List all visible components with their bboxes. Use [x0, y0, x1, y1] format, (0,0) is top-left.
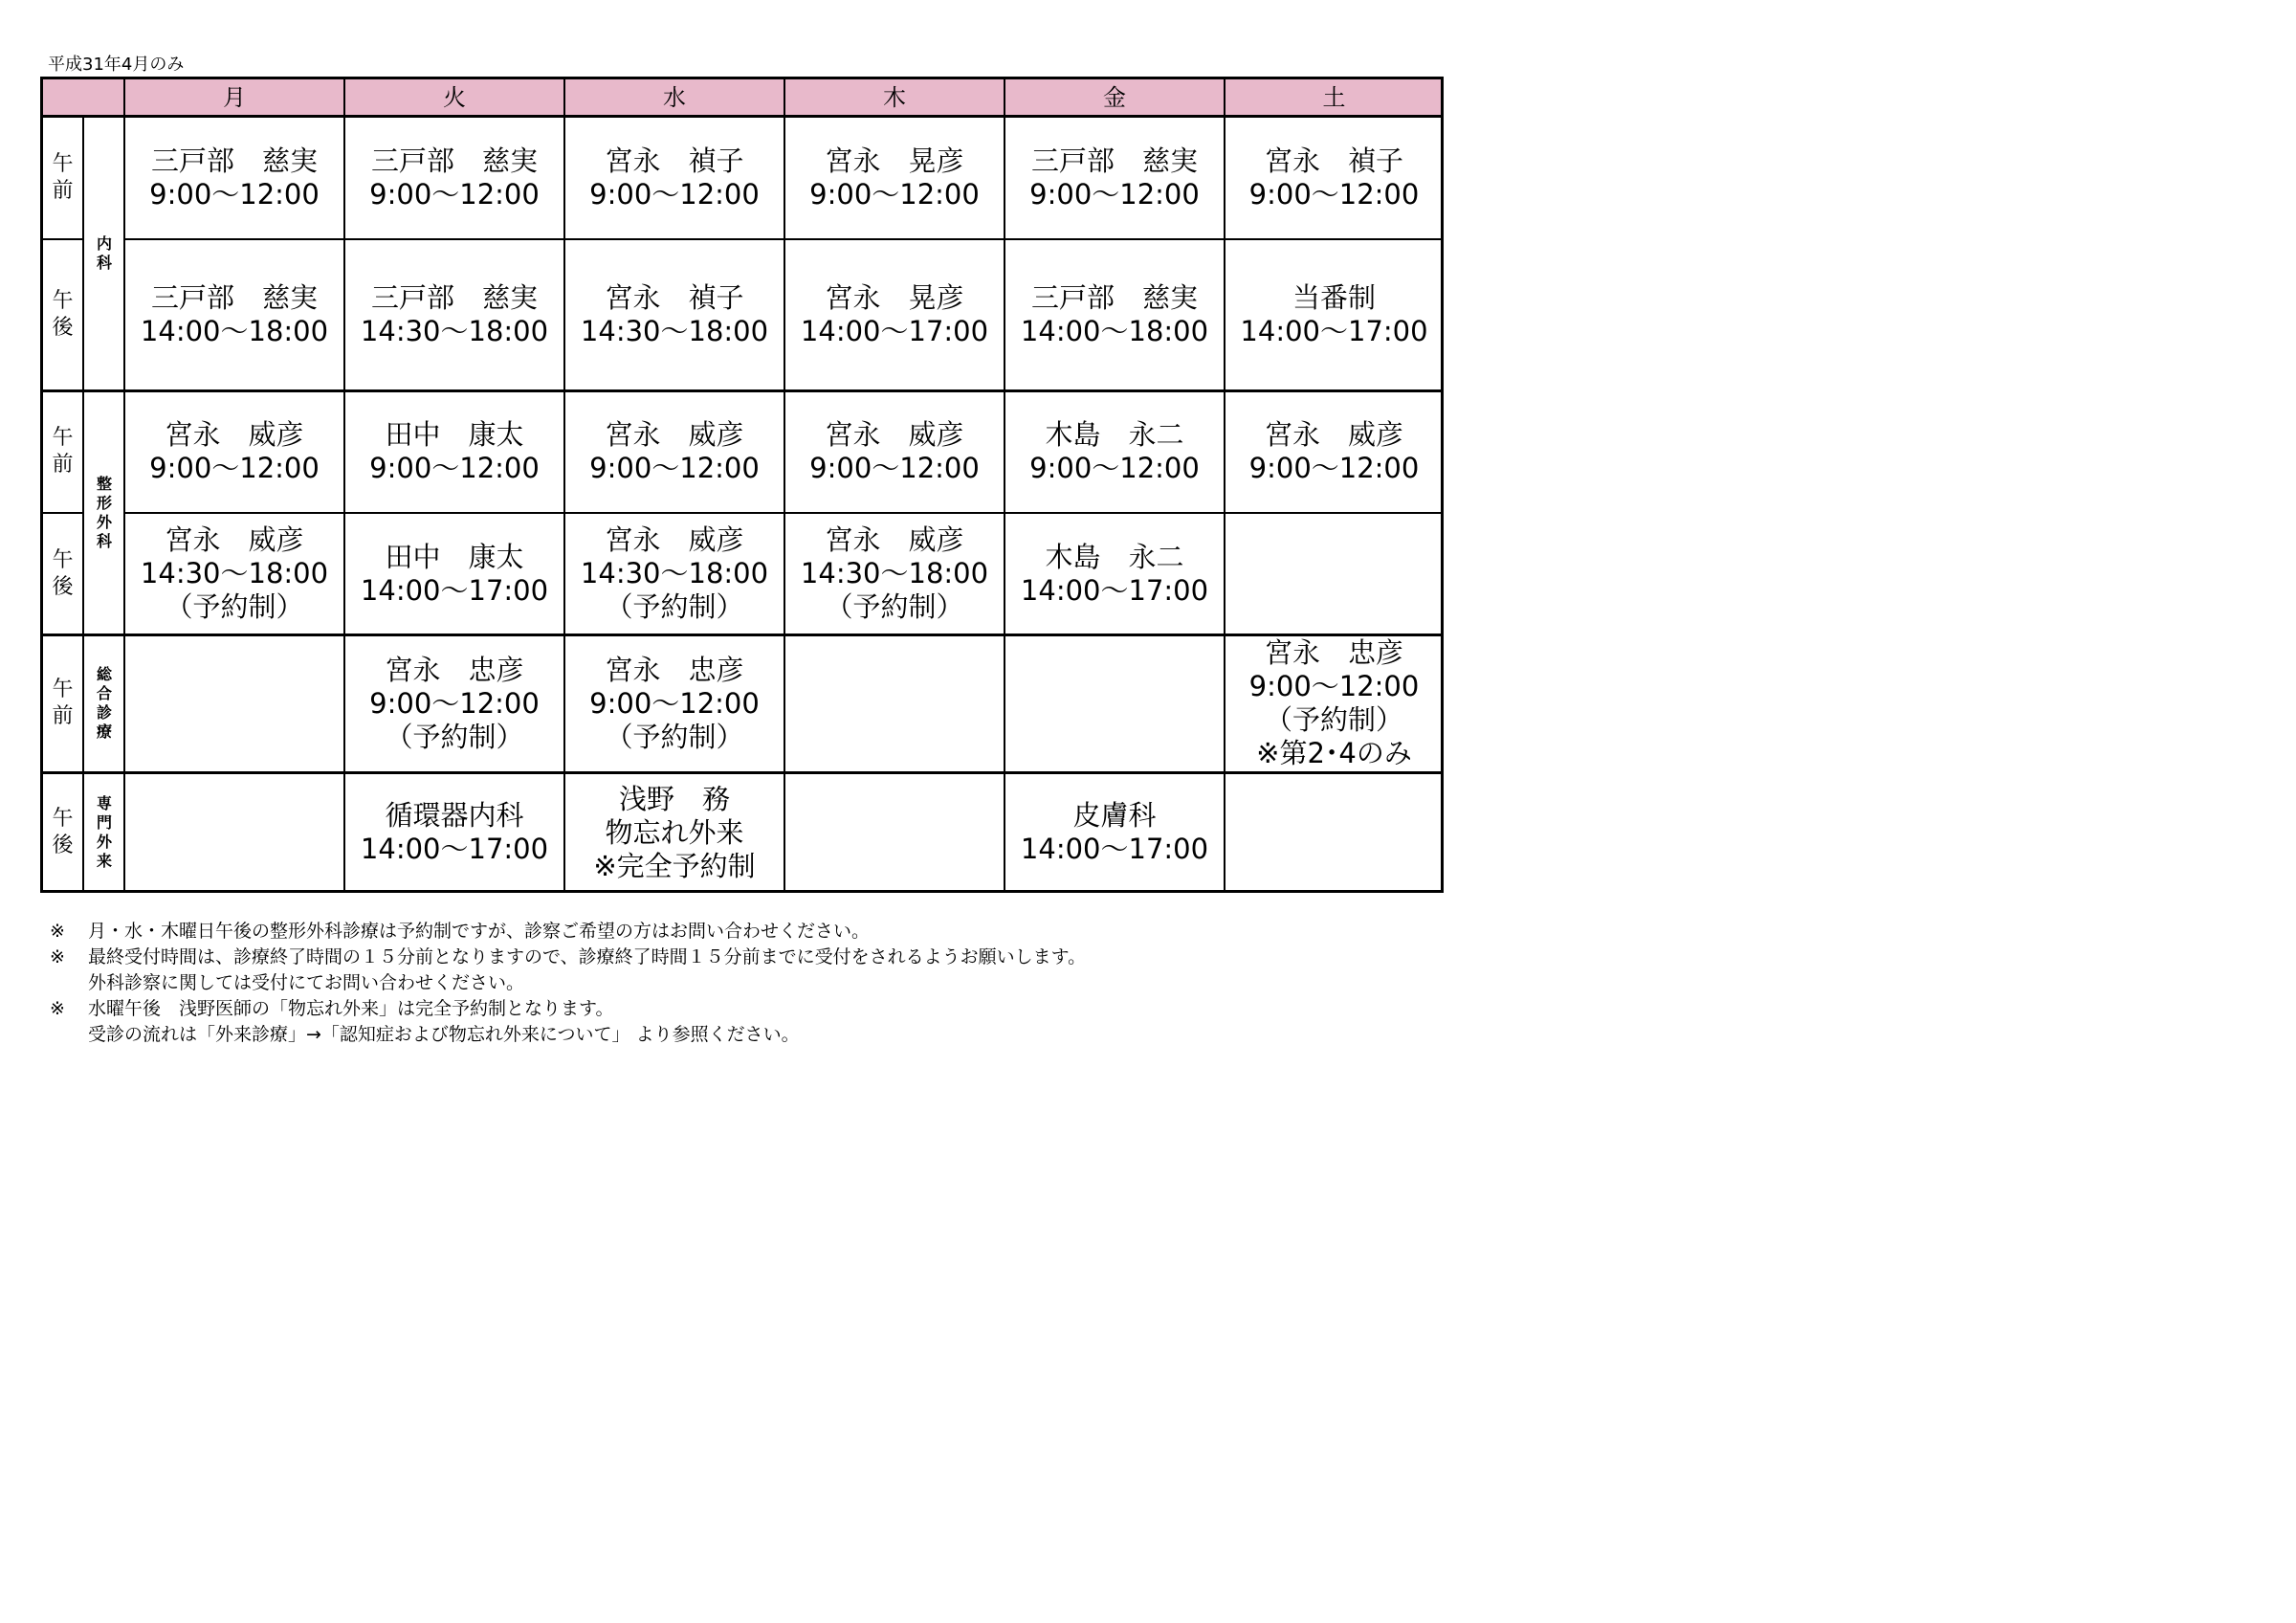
- period-label: [43, 513, 82, 634]
- period-label: [43, 239, 82, 390]
- schedule-detail: 14:00～17:00: [360, 833, 549, 865]
- schedule-cell: [565, 239, 784, 390]
- schedule-detail: 9:00～12:00: [589, 452, 760, 484]
- note-text: 水曜午後 浅野医師の「物忘れ外来」は完全予約制となります。: [88, 998, 614, 1019]
- schedule-detail: 物忘れ外来: [605, 815, 744, 849]
- schedule-cell: [565, 390, 784, 513]
- schedule-cell: [1005, 513, 1224, 634]
- schedule-detail: 14:30～18:00: [800, 557, 989, 589]
- department-label-char: 形: [96, 493, 112, 512]
- schedule-cell: [345, 634, 563, 772]
- doctor-or-clinic: 三戸部 慈実: [1030, 281, 1198, 314]
- doctor-or-clinic: 宮永 禎子: [605, 281, 744, 314]
- department-label-char: 来: [96, 852, 112, 870]
- schedule-detail: 9:00～12:00: [1248, 452, 1420, 484]
- period-label-char: 午: [52, 289, 74, 313]
- doctor-or-clinic: 三戸部 慈実: [1030, 144, 1198, 177]
- schedule-cell: [125, 513, 343, 634]
- note-line: [50, 919, 1086, 945]
- schedule-cell: [125, 116, 343, 239]
- doctor-or-clinic: 宮永 禎子: [605, 144, 744, 177]
- schedule-cell: [565, 116, 784, 239]
- schedule-cell: [565, 634, 784, 772]
- schedule-detail: （予約制）: [825, 590, 964, 623]
- schedule-detail: 9:00～12:00: [589, 177, 760, 211]
- doctor-or-clinic: 三戸部 慈実: [150, 144, 318, 177]
- department-label-char: 科: [96, 531, 112, 550]
- period-label-char: 午: [52, 151, 74, 176]
- doctor-or-clinic: 宮永 威彦: [165, 523, 304, 556]
- period-label-char: 後: [52, 834, 74, 857]
- schedule-detail: 14:00～17:00: [800, 315, 989, 347]
- department-label-char: 診: [96, 703, 112, 722]
- schedule-detail: （予約制）: [605, 720, 744, 753]
- day-header: 火: [443, 84, 466, 111]
- department-label-char: 門: [96, 813, 112, 832]
- note-text: 最終受付時間は、診療終了時間の１５分前となりますので、診療終了時間１５分前までに受付をされるようお願いします。: [88, 946, 1087, 967]
- schedule-detail: 9:00～12:00: [149, 177, 320, 211]
- period-label-char: 後: [52, 316, 74, 340]
- doctor-or-clinic: 木島 永二: [1045, 540, 1184, 573]
- day-header: 土: [1322, 84, 1346, 111]
- schedule-detail: 9:00～12:00: [369, 177, 540, 211]
- department-label-char: 合: [96, 684, 112, 702]
- schedule-cell: [1225, 772, 1443, 893]
- doctor-or-clinic: 宮永 忠彦: [385, 653, 524, 686]
- note-text: 外科診察に関しては受付にてお問い合わせください。: [88, 972, 525, 993]
- schedule-cell: [1005, 634, 1224, 772]
- doctor-or-clinic: 田中 康太: [385, 540, 524, 573]
- schedule-cell: [1005, 772, 1224, 893]
- schedule-detail: ※完全予約制: [593, 849, 756, 882]
- schedule-cell: [125, 239, 343, 390]
- department-label-char: 内: [96, 233, 112, 253]
- doctor-or-clinic: 木島 永二: [1045, 418, 1184, 451]
- schedule-detail: 14:30～18:00: [140, 557, 329, 589]
- doctor-or-clinic: 田中 康太: [385, 418, 524, 451]
- day-header: 水: [663, 84, 686, 111]
- period-label-char: 後: [52, 574, 74, 599]
- schedule-detail: 9:00～12:00: [1029, 177, 1200, 211]
- department-label: [84, 634, 124, 772]
- schedule-cell: [1005, 239, 1224, 390]
- note-line: [50, 945, 1086, 970]
- schedule-detail: 9:00～12:00: [369, 686, 540, 720]
- schedule-detail: 14:00～17:00: [360, 573, 549, 607]
- department-label-char: 外: [96, 512, 112, 531]
- doctor-or-clinic: 宮永 威彦: [605, 523, 744, 556]
- schedule-cell: [785, 772, 1004, 893]
- note-text: 受診の流れは「外来診療」→「認知症および物忘れ外来について」 より参照ください。: [88, 1024, 800, 1045]
- schedule-cell: [1005, 390, 1224, 513]
- doctor-or-clinic: 皮膚科: [1072, 799, 1157, 832]
- doctor-or-clinic: 三戸部 慈実: [370, 144, 538, 177]
- schedule-detail: 14:00～18:00: [140, 315, 329, 347]
- day-header: 月: [223, 84, 246, 111]
- period-label: [43, 634, 82, 772]
- period-label-char: 前: [52, 178, 74, 203]
- schedule-cell: [1225, 634, 1443, 772]
- doctor-or-clinic: 三戸部 慈実: [370, 281, 538, 314]
- period-label: [43, 116, 82, 239]
- schedule-detail: （予約制）: [605, 590, 744, 623]
- period-label-char: 午: [52, 807, 74, 831]
- doctor-or-clinic: 三戸部 慈実: [150, 281, 318, 314]
- doctor-or-clinic: 宮永 威彦: [605, 418, 744, 451]
- doctor-or-clinic: 宮永 威彦: [825, 523, 964, 556]
- note-mark: ※: [50, 921, 65, 942]
- doctor-or-clinic: 宮永 晃彦: [825, 281, 964, 314]
- day-header: 金: [1103, 84, 1126, 111]
- day-header: 木: [883, 84, 906, 111]
- schedule-cell: [345, 239, 563, 390]
- schedule-cell: [125, 772, 343, 893]
- schedule-detail: 14:00～18:00: [1020, 315, 1209, 347]
- period-label-char: 午: [52, 678, 74, 701]
- schedule-cell: [1225, 116, 1443, 239]
- department-label-char: 科: [96, 253, 112, 272]
- schedule-cell: [1225, 239, 1443, 390]
- doctor-or-clinic: 宮永 晃彦: [825, 144, 964, 177]
- schedule-detail: 14:30～18:00: [580, 557, 769, 589]
- period-label-char: 午: [52, 547, 74, 572]
- period-label-char: 前: [52, 704, 74, 728]
- note-line: [50, 1022, 1086, 1048]
- department-label-char: 専: [96, 794, 112, 812]
- schedule-cell: [1225, 513, 1443, 634]
- schedule-cell: [785, 634, 1004, 772]
- schedule-detail: 9:00～12:00: [589, 686, 760, 720]
- doctor-or-clinic: 宮永 忠彦: [605, 653, 744, 686]
- department-label: [84, 390, 124, 634]
- schedule-cell: [1005, 116, 1224, 239]
- period-label: [43, 772, 82, 893]
- schedule-cell: [785, 239, 1004, 390]
- schedule-detail: 14:30～18:00: [360, 315, 549, 347]
- period-label: [43, 390, 82, 513]
- schedule-cell: [785, 513, 1004, 634]
- department-label-char: 総: [96, 665, 112, 683]
- schedule-cell: [565, 772, 784, 893]
- schedule-cell: [565, 513, 784, 634]
- schedule-detail: 14:00～17:00: [1020, 833, 1209, 865]
- schedule-caption: 平成31年4月のみ: [48, 55, 185, 75]
- schedule-cell: [345, 116, 563, 239]
- schedule-detail: 14:00～17:00: [1240, 315, 1428, 347]
- schedule-cell: [345, 513, 563, 634]
- period-label-char: 午: [52, 426, 74, 450]
- schedule-cell: [125, 634, 343, 772]
- schedule-detail: 9:00～12:00: [369, 452, 540, 484]
- note-mark: ※: [50, 998, 65, 1019]
- note-line: [50, 996, 1086, 1022]
- schedule-detail: （予約制）: [385, 720, 524, 753]
- schedule-detail: 9:00～12:00: [809, 177, 980, 211]
- doctor-or-clinic: 宮永 禎子: [1264, 144, 1403, 177]
- schedule-cell: [345, 772, 563, 893]
- notes-section: [50, 919, 1086, 1048]
- department-label: [84, 116, 124, 390]
- department-label-char: 整: [96, 474, 112, 493]
- schedule-detail: 9:00～12:00: [149, 452, 320, 484]
- period-label-char: 前: [52, 453, 74, 477]
- schedule-cell: [785, 390, 1004, 513]
- schedule-cell: [1225, 390, 1443, 513]
- schedule-detail: 9:00～12:00: [1248, 670, 1420, 702]
- doctor-or-clinic: 宮永 威彦: [1264, 418, 1403, 451]
- schedule-detail: 9:00～12:00: [1248, 177, 1420, 211]
- schedule-detail: （予約制）: [1264, 703, 1403, 736]
- department-label-char: 療: [96, 723, 112, 741]
- schedule-cell: [345, 390, 563, 513]
- department-label-char: 外: [96, 833, 112, 851]
- department-label: [84, 772, 124, 893]
- schedule-cell: [125, 390, 343, 513]
- doctor-or-clinic: 宮永 威彦: [165, 418, 304, 451]
- note-text: 月・水・木曜日午後の整形外科診療は予約制ですが、診察ご希望の方はお問い合わせください。: [88, 921, 871, 942]
- schedule-detail: 9:00～12:00: [1029, 452, 1200, 484]
- schedule-detail: 14:00～17:00: [1020, 573, 1209, 607]
- doctor-or-clinic: 宮永 威彦: [825, 418, 964, 451]
- doctor-or-clinic: 浅野 務: [618, 782, 730, 815]
- doctor-or-clinic: 宮永 忠彦: [1264, 636, 1403, 669]
- note-line: [50, 970, 1086, 996]
- schedule-cell: [785, 116, 1004, 239]
- doctor-or-clinic: 当番制: [1292, 281, 1376, 314]
- schedule-detail: 14:30～18:00: [580, 315, 769, 347]
- note-mark: ※: [50, 946, 65, 967]
- doctor-or-clinic: 循環器内科: [385, 799, 524, 832]
- schedule-detail: 9:00～12:00: [809, 452, 980, 484]
- schedule-detail: ※第2･4のみ: [1256, 737, 1412, 769]
- schedule-detail: （予約制）: [165, 590, 304, 623]
